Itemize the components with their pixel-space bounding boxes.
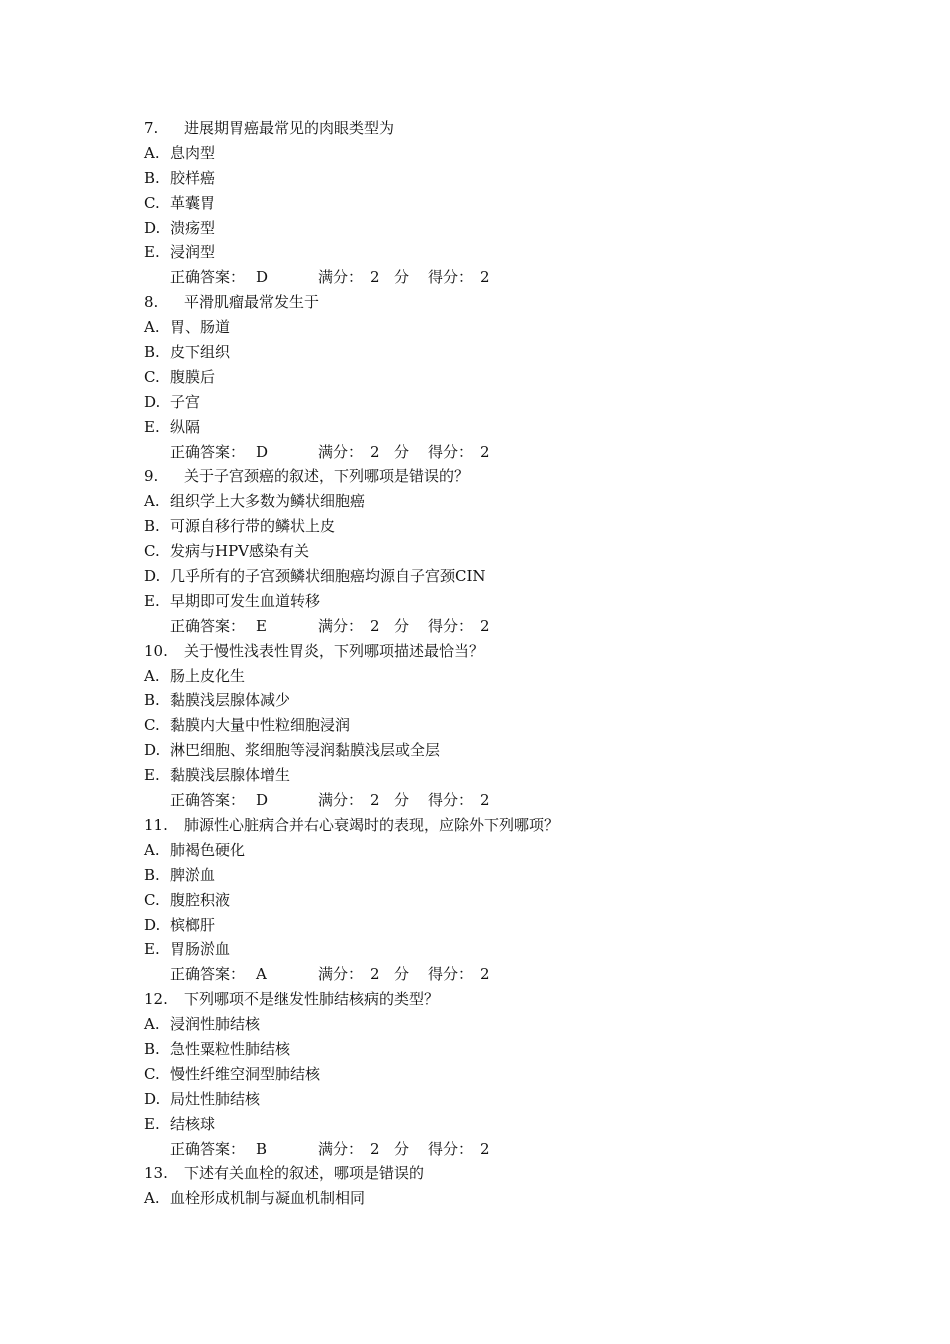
option-text: 组织学上大多数为鳞状细胞癌	[170, 492, 366, 511]
answer-option	[144, 141, 844, 166]
option-text: 浸润型	[170, 243, 216, 262]
option-text: 脾淤血	[170, 865, 216, 884]
option-text: 淋巴细胞、浆细胞等浸润黏膜浅层或全层	[170, 741, 441, 760]
answer-option	[144, 1062, 844, 1087]
question-number: 7.	[144, 119, 159, 137]
full-score-label: 满分：	[318, 965, 364, 984]
option-text: 结核球	[170, 1114, 216, 1133]
question-text: 下列哪项不是继发性肺结核病的类型？	[184, 990, 440, 1009]
option-letter: E.	[144, 940, 160, 959]
answer-option	[144, 340, 844, 365]
option-text: 槟榔肝	[170, 915, 216, 934]
full-score-value: 2	[370, 791, 380, 810]
option-text: 纵隔	[170, 417, 201, 436]
option-text: 黏膜浅层腺体减少	[170, 691, 291, 710]
question-text: 关于慢性浅表性胃炎，下列哪项描述最恰当？	[184, 641, 485, 660]
answer-option	[144, 315, 844, 340]
option-text: 可源自移行带的鳞状上皮	[170, 517, 336, 536]
full-score-label: 满分：	[318, 1139, 364, 1158]
answer-option	[144, 1186, 844, 1211]
question-stem	[144, 1161, 844, 1186]
correct-answer-label: 正确答案：	[170, 616, 246, 635]
option-text: 浸润性肺结核	[170, 1015, 261, 1034]
question-stem	[144, 987, 844, 1012]
score-unit: 分	[394, 442, 410, 461]
option-letter: C.	[144, 716, 160, 735]
answer-option	[144, 589, 844, 614]
correct-answer-value: A	[256, 965, 267, 984]
option-text: 局灶性肺结核	[170, 1089, 261, 1108]
answer-option	[144, 240, 844, 265]
full-score-value: 2	[370, 616, 380, 635]
score-unit: 分	[394, 791, 410, 810]
answer-option	[144, 688, 844, 713]
obtained-score-label: 得分：	[428, 616, 474, 635]
question-number: 9.	[144, 467, 159, 486]
option-letter: C.	[144, 1064, 160, 1083]
answer-option	[144, 1087, 844, 1112]
answer-option	[144, 1037, 844, 1062]
option-text: 黏膜内大量中性粒细胞浸润	[170, 716, 351, 735]
option-text: 几乎所有的子宫颈鳞状细胞癌均源自子宫颈CIN	[170, 567, 486, 586]
answer-option	[144, 738, 844, 763]
full-score-value: 2	[370, 268, 380, 287]
option-letter: E.	[144, 1114, 160, 1133]
question-text: 进展期胃癌最常见的肉眼类型为	[184, 119, 395, 137]
answer-option	[144, 564, 844, 589]
option-letter: C.	[144, 542, 160, 561]
score-unit: 分	[394, 268, 410, 287]
obtained-score-label: 得分：	[428, 791, 474, 810]
option-letter: D.	[144, 1089, 161, 1108]
answer-score-row	[144, 265, 844, 290]
question-stem	[144, 116, 844, 141]
answer-option	[144, 888, 844, 913]
option-text: 早期即可发生血道转移	[170, 591, 321, 610]
option-letter: D.	[144, 392, 161, 411]
score-unit: 分	[394, 965, 410, 984]
answer-option	[144, 664, 844, 689]
answer-option	[144, 415, 844, 440]
obtained-score-label: 得分：	[428, 442, 474, 461]
option-letter: C.	[144, 367, 160, 386]
answer-option	[144, 763, 844, 788]
answer-score-row	[144, 788, 844, 813]
answer-option	[144, 838, 844, 863]
full-score-value: 2	[370, 1139, 380, 1158]
obtained-score-label: 得分：	[428, 965, 474, 984]
option-text: 腹腔积液	[170, 890, 231, 909]
full-score-label: 满分：	[318, 442, 364, 461]
option-letter: A.	[144, 1189, 160, 1208]
correct-answer-label: 正确答案：	[170, 965, 246, 984]
option-text: 慢性纤维空洞型肺结核	[170, 1064, 321, 1083]
answer-option	[144, 863, 844, 888]
answer-option	[144, 216, 844, 241]
score-unit: 分	[394, 1139, 410, 1158]
correct-answer-value: D	[256, 791, 269, 810]
answer-option	[144, 539, 844, 564]
correct-answer-label: 正确答案：	[170, 1139, 246, 1158]
option-letter: B.	[144, 343, 160, 362]
full-score-label: 满分：	[318, 268, 364, 287]
correct-answer-value: D	[256, 268, 269, 287]
option-letter: A.	[144, 143, 160, 162]
option-letter: E.	[144, 417, 160, 436]
correct-answer-value: D	[256, 442, 269, 461]
option-letter: B.	[144, 168, 160, 187]
answer-score-row	[144, 1137, 844, 1162]
score-unit: 分	[394, 616, 410, 635]
answer-option	[144, 166, 844, 191]
question-list	[144, 116, 844, 1211]
option-text: 肺褐色硬化	[170, 840, 246, 859]
obtained-score-value: 2	[480, 268, 490, 287]
option-letter: C.	[144, 193, 160, 212]
option-letter: A.	[144, 840, 160, 859]
option-letter: E.	[144, 766, 160, 785]
answer-option	[144, 191, 844, 216]
obtained-score-value: 2	[480, 1139, 490, 1158]
option-letter: B.	[144, 517, 160, 536]
answer-option	[144, 937, 844, 962]
answer-option	[144, 489, 844, 514]
option-text: 息肉型	[170, 143, 216, 162]
full-score-value: 2	[370, 442, 380, 461]
option-text: 血栓形成机制与凝血机制相同	[170, 1189, 366, 1208]
option-letter: E.	[144, 243, 160, 262]
answer-option	[144, 390, 844, 415]
correct-answer-value: B	[256, 1139, 268, 1158]
option-text: 溃疡型	[170, 218, 216, 237]
obtained-score-value: 2	[480, 442, 490, 461]
obtained-score-label: 得分：	[428, 1139, 474, 1158]
question-stem	[144, 639, 844, 664]
option-letter: B.	[144, 1039, 160, 1058]
question-text: 关于子宫颈癌的叙述，下列哪项是错误的？	[184, 467, 470, 486]
option-text: 皮下组织	[170, 343, 231, 362]
question-text: 下述有关血栓的叙述，哪项是错误的	[184, 1164, 425, 1183]
answer-option	[144, 1012, 844, 1037]
option-text: 胃、肠道	[170, 318, 231, 337]
correct-answer-value: E	[256, 616, 267, 635]
option-letter: E.	[144, 591, 160, 610]
option-letter: A.	[144, 1015, 160, 1034]
question-number: 8.	[144, 293, 159, 312]
question-number: 11.	[144, 815, 168, 834]
obtained-score-label: 得分：	[428, 268, 474, 287]
answer-score-row	[144, 614, 844, 639]
question-number: 10.	[144, 641, 168, 660]
correct-answer-label: 正确答案：	[170, 442, 246, 461]
question-text: 肺源性心脏病合并右心衰竭时的表现，应除外下列哪项？	[184, 815, 560, 834]
option-letter: A.	[144, 318, 160, 337]
obtained-score-value: 2	[480, 791, 490, 810]
question-number: 13.	[144, 1164, 168, 1183]
answer-option	[144, 514, 844, 539]
full-score-value: 2	[370, 965, 380, 984]
obtained-score-value: 2	[480, 616, 490, 635]
correct-answer-label: 正确答案：	[170, 791, 246, 810]
option-letter: A.	[144, 666, 160, 685]
option-text: 黏膜浅层腺体增生	[170, 766, 291, 785]
full-score-label: 满分：	[318, 616, 364, 635]
answer-score-row	[144, 962, 844, 987]
question-stem	[144, 290, 844, 315]
option-text: 革囊胃	[170, 193, 216, 212]
option-text: 肠上皮化生	[170, 666, 246, 685]
answer-score-row	[144, 440, 844, 465]
question-stem	[144, 813, 844, 838]
option-letter: D.	[144, 915, 161, 934]
option-letter: D.	[144, 218, 161, 237]
option-letter: B.	[144, 691, 160, 710]
question-text: 平滑肌瘤最常发生于	[184, 293, 320, 312]
question-number: 12.	[144, 990, 168, 1009]
option-letter: A.	[144, 492, 160, 511]
full-score-label: 满分：	[318, 791, 364, 810]
option-text: 胃肠淤血	[170, 940, 231, 959]
answer-option	[144, 713, 844, 738]
answer-option	[144, 365, 844, 390]
correct-answer-label: 正确答案：	[170, 268, 246, 287]
option-text: 子宫	[170, 392, 201, 411]
option-letter: B.	[144, 865, 160, 884]
answer-option	[144, 913, 844, 938]
option-text: 胶样癌	[170, 168, 216, 187]
option-letter: C.	[144, 890, 160, 909]
option-letter: D.	[144, 567, 161, 586]
option-text: 发病与HPV感染有关	[170, 542, 310, 561]
question-stem	[144, 464, 844, 489]
option-text: 腹膜后	[170, 367, 216, 386]
option-text: 急性粟粒性肺结核	[170, 1039, 291, 1058]
obtained-score-value: 2	[480, 965, 490, 984]
answer-option	[144, 1112, 844, 1137]
option-letter: D.	[144, 741, 161, 760]
